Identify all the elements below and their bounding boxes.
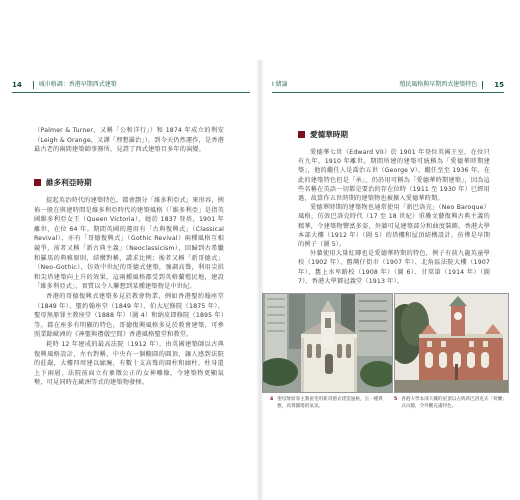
section-heading-edwardian xyxy=(298,129,348,140)
running-header-left xyxy=(12,78,250,93)
header-divider xyxy=(33,81,34,89)
university-illustration xyxy=(395,294,508,392)
body-paragraph: 香港的哥德復興式建築多見於教會物業，例如香港聖約翰座堂（1849 年）、聖約翰座堂（1849 年）、伯大尼修院（1875 年）、聖母無原罪主教座堂（1888 年）（圖 4）和納皮即修院（1895 年）等。都在座多有明顯的特色，哥德復興風格多見於教會建築，可參照業餘歐洲的《神聖與禮儀空間》香港風格聖堂和教堂。 xyxy=(34,292,224,339)
photo-caption xyxy=(394,396,506,410)
victorian-body xyxy=(34,196,224,388)
body-paragraph: 外牆使用大量紅磚也是愛德華時期的特色，例子有前九龍英童學校（1902 年）、舊灣仔街市（1907 年）、北角區法院大樓（1907 年）、舊上水卑路校（1908 年）（圖 6）、甘棠第（1914 年）（圖 7）、香港大學鄧冠義堂（1913 年）。 xyxy=(298,250,490,285)
caption-number: 4 xyxy=(270,397,274,402)
section-marker xyxy=(34,179,41,186)
section-marker xyxy=(298,131,305,138)
intro-paragraph: （Palmer & Turner，又稱「公和洋行」）和 1874 年成立的利安（Leigh & Orange，又譯「理想羅治」），到今天仍然運作，是香港最古老的兩間建築師事務所，見證了西式建築百多年的演變。 xyxy=(34,127,224,154)
running-header-right xyxy=(272,78,504,93)
caption-text: 聖母無原罪主教座堂用新哥德式建造風格，呈一種典雅，高聳圓塔的氣氛。 xyxy=(277,397,383,409)
section-title: 愛德華時期 xyxy=(310,130,348,139)
book-title: 城市格調：香港早期西式建築 xyxy=(38,81,117,88)
section-label: I 緒論 xyxy=(272,81,288,88)
body-paragraph: 提起英治時代的建築特色，都會劃分「維多利亞式」來形容，例佈一般在與建時間是維多利亞時代的建築風格（「維多利亞」是指英國維多利亞女王（Queen Victoria），她於 1837 登基，1901 年離世，在位 64 年。期間英國的運用有「古典復興式」（Classical Revival）、亦有「哥德復興式」（Gothic Revival）兩種風格互相競爭，前者又稱「新古典主義」（Neoclassicism），回歸到古希臘和羅馬的典雅原則，結構對稱，講求比例；後者又稱「新哥德式」（Neo-Gothic），仿效中世紀的哥德式建築，強調高聳，利用尖拱和尖塔建築向上升的效果，這兩種風格都受到英格蘭殖民地，建設「維多利亞式」，實質以令人聯想到某種建築物是中世紀。 xyxy=(34,197,224,291)
header-divider xyxy=(482,81,483,89)
cathedral-illustration xyxy=(263,294,392,392)
page-number-right: 15 xyxy=(494,81,504,89)
section-heading-victorian xyxy=(34,177,92,188)
photo-caption xyxy=(270,396,392,410)
page-number-left: 14 xyxy=(12,81,22,89)
university-photo xyxy=(394,293,509,393)
book-gutter xyxy=(256,60,264,500)
section-title: 維多利亞時期 xyxy=(46,178,92,187)
chapter-title: 殖民風格與早期西式建築特色 xyxy=(399,81,478,88)
body-paragraph: 耗時 12 年建成的最高法院（1912 年），由英國建築師以古典復興風格設計，左右對稱，中央有一個橢圓的圓頂，讓人感到法院的莊嚴，大樓四周建以廊廡，有數十支高聳的圓柱和廊柱，柱身還上下兩層，法院前面立有象徵公正的女神雕像，令建築物更顯氣勢，可見同時在歐洲等式的建築物發揮。 xyxy=(34,340,224,387)
caption-number: 5 xyxy=(394,397,398,402)
cathedral-photo xyxy=(262,293,393,393)
caption-text: 香港大學本部大樓的屋頂以古典新巴洛克式「荷蘭」式山牆，令外觀充滿特色。 xyxy=(401,397,505,409)
body-paragraph: 愛德華時期的建築物也通常使用「新巴洛克」（Neo Baroque）風格，仿效巴洛克時代（17 至 18 世紀）重疊文藝復興古典主義的精華，令建築物豐富多姿，外牆可見建築部分和曲度裝飾，香港大學本部大樓（1912 年）（圖 5）的塔樓和屋頂結構設計，彷彿是早期的例子（圖 5）。 xyxy=(298,204,490,249)
body-paragraph: 愛德華七世（Edward VII）於 1901 年登位英國王室，在位只有九年，1910 年離世。期間所建的建築可統稱為「愛德華時期建築」，他的繼任人是喬治五世（George V），繼任至至 1936 年，在此的建築特色但是「承」，仍沿用可稱為「愛德華時期建築」，因為這些名稱在英語一切都是要治的存在位時（1911 至 1930 年）已經用過，故算作五世時期的建築物也被擴入愛德華時期。 xyxy=(298,149,490,203)
edwardian-body xyxy=(298,148,490,286)
